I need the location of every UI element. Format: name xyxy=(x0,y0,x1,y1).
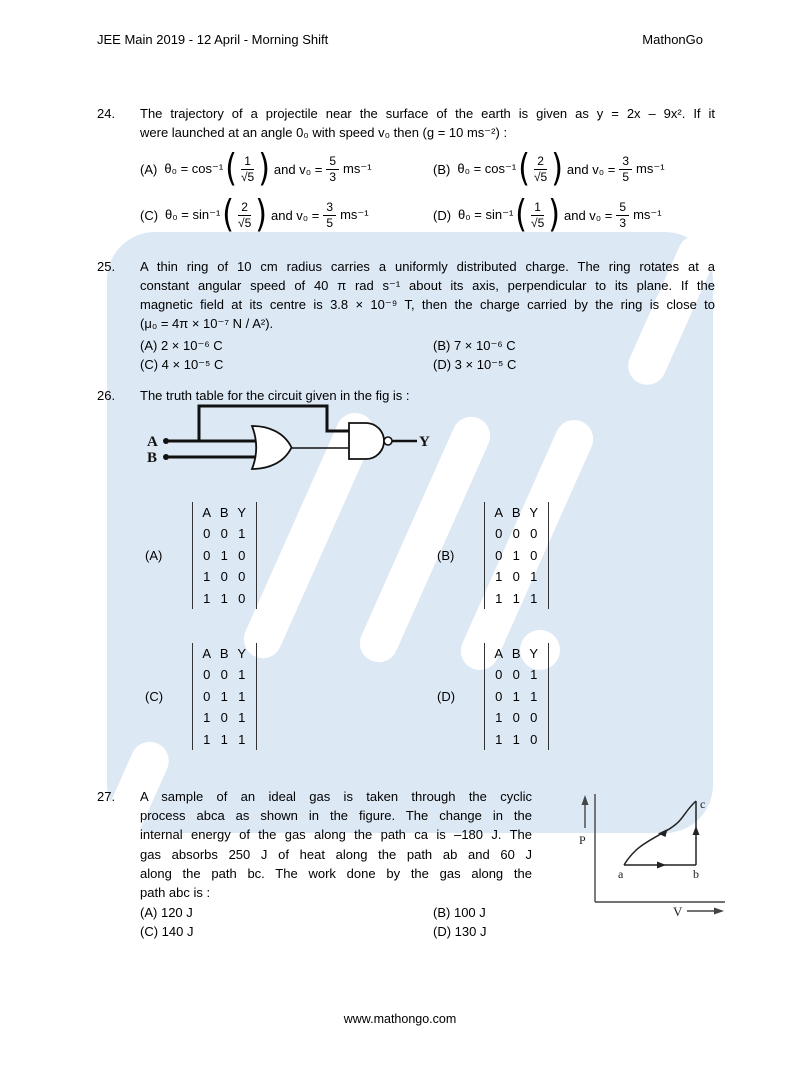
formula-unit: ms⁻¹ xyxy=(636,161,665,176)
tt-cell: 0 xyxy=(238,569,246,585)
option-label: (C) xyxy=(140,924,159,939)
table-row xyxy=(490,729,543,750)
tt-header-cell: A xyxy=(202,646,212,661)
fraction xyxy=(323,200,336,231)
circuit-input-b-label: B xyxy=(147,450,158,466)
tt-cell: 1 xyxy=(530,688,538,704)
brand-name: MathonGo xyxy=(642,32,703,47)
table-row xyxy=(198,643,251,664)
option-label: (C) xyxy=(140,207,159,223)
figure-xlabel: V xyxy=(673,904,683,919)
option-label: (D) xyxy=(437,689,456,705)
truth-table-option-c xyxy=(140,643,257,750)
q24-option-a xyxy=(140,146,372,192)
q27-option-c xyxy=(140,922,193,941)
option-label: (A) xyxy=(145,548,163,564)
footer-url: www.mathongo.com xyxy=(343,1012,457,1026)
table-row xyxy=(490,664,543,685)
table-row xyxy=(198,566,251,587)
option-label: (D) xyxy=(433,924,452,939)
numerator: 3 xyxy=(323,200,336,216)
table-row xyxy=(490,707,543,728)
option-label: (C) xyxy=(140,357,159,372)
truth-table xyxy=(484,643,549,750)
formula-mid: and v₀ = xyxy=(273,161,323,177)
option-label: (A) xyxy=(140,161,158,177)
tt-cell: 1 xyxy=(512,590,520,606)
question-24 xyxy=(97,104,713,244)
q25-option-b xyxy=(433,336,516,355)
fraction xyxy=(532,154,549,185)
tt-cell: 1 xyxy=(495,731,503,747)
question-text-line: constant angular speed of 40 π rad s⁻¹ about its axis, perpendicular to its plane. If the xyxy=(140,278,715,293)
denominator: 5 xyxy=(622,169,630,184)
table-row xyxy=(198,707,251,728)
option-text: 130 J xyxy=(454,924,487,939)
formula-prefix: θ₀ = sin⁻¹ xyxy=(165,207,221,222)
table-row xyxy=(198,545,251,566)
option-text: 120 J xyxy=(160,905,193,920)
formula-unit: ms⁻¹ xyxy=(343,161,372,176)
option-label: (A) xyxy=(140,905,158,920)
tt-cell: 0 xyxy=(220,526,228,542)
tt-header-cell: A xyxy=(202,505,212,520)
nand-bubble xyxy=(384,437,392,445)
exam-title: JEE Main 2019 - 12 April - Morning Shift xyxy=(97,32,329,47)
question-text-line: internal energy of the gas along the path ca is –180 J. The xyxy=(140,827,532,843)
truth-table xyxy=(192,502,257,609)
denominator: √5 xyxy=(240,169,255,184)
q27-option-a xyxy=(140,903,193,922)
tt-cell: 1 xyxy=(238,667,246,683)
question-text-line: magnetic field at its centre is 3.8 × 10⁻⁹ T, then the charge carried by the ring is close to xyxy=(140,297,715,312)
table-row xyxy=(490,523,543,544)
tt-cell: 0 xyxy=(495,667,503,683)
pv-diagram-figure xyxy=(572,786,740,930)
input-a-dot xyxy=(163,438,169,444)
q27-option-d xyxy=(433,922,486,941)
table-row xyxy=(490,588,543,609)
tt-header-cell: A xyxy=(494,646,504,661)
q25-option-d xyxy=(433,355,516,374)
circuit-output-y-label: Y xyxy=(419,434,430,450)
close-paren: ) xyxy=(551,146,563,191)
option-label: (C) xyxy=(145,689,164,705)
question-text-line: gas absorbs 250 J of heat along the path ab and 60 J xyxy=(140,846,532,862)
tt-cell: 1 xyxy=(238,688,246,704)
tt-cell: 1 xyxy=(238,731,246,747)
page-header xyxy=(97,32,703,47)
tt-cell: 1 xyxy=(220,547,228,563)
formula-prefix: θ₀ = sin⁻¹ xyxy=(458,207,514,222)
open-paren: ( xyxy=(518,146,530,191)
formula-mid: and v₀ = xyxy=(271,207,320,223)
tt-cell: 1 xyxy=(238,710,246,726)
tt-cell: 1 xyxy=(220,688,228,704)
numerator: 2 xyxy=(238,200,251,216)
fraction xyxy=(619,154,632,185)
tt-cell: 0 xyxy=(220,667,228,683)
formula-prefix: θ₀ = cos⁻¹ xyxy=(164,161,224,176)
bc-arrowhead xyxy=(693,826,700,835)
option-label: (B) xyxy=(437,548,455,564)
question-text-line: path abc is : xyxy=(140,885,211,901)
formula-mid: and v₀ = xyxy=(564,207,613,223)
tt-cell: 0 xyxy=(495,526,503,542)
question-text-line: A thin ring of 10 cm radius carries a uniformly distributed charge. The ring rotates at a xyxy=(140,259,715,274)
numerator: 1 xyxy=(241,154,254,170)
tt-cell: 0 xyxy=(530,547,538,563)
tt-header-cell: B xyxy=(219,646,229,661)
open-paren: ( xyxy=(515,192,528,237)
tt-cell: 0 xyxy=(203,526,211,542)
logic-circuit-figure xyxy=(140,398,430,490)
table-row xyxy=(490,686,543,707)
question-number: 26. xyxy=(97,388,116,403)
p-arrowhead xyxy=(582,795,589,805)
table-row xyxy=(490,566,543,587)
ab-arrowhead xyxy=(657,862,666,869)
numerator: 5 xyxy=(326,154,339,170)
tt-cell: 0 xyxy=(495,547,503,563)
formula-unit: ms⁻¹ xyxy=(633,207,662,222)
formula-prefix: θ₀ = cos⁻¹ xyxy=(457,161,517,176)
tt-header-cell: A xyxy=(494,505,504,520)
tt-header-cell: Y xyxy=(529,646,539,661)
tt-cell: 0 xyxy=(512,569,520,585)
fraction xyxy=(616,200,629,231)
table-row xyxy=(198,502,251,523)
numerator: 2 xyxy=(534,154,547,170)
question-number: 25. xyxy=(97,259,116,274)
tt-cell: 1 xyxy=(530,667,538,683)
figure-point-a: a xyxy=(618,867,624,881)
option-label: (B) xyxy=(433,161,451,177)
option-text: 3 × 10⁻⁵ C xyxy=(454,357,517,372)
question-text-line: The trajectory of a projectile near the surface of the earth is given as y = 2x – 9x². If it xyxy=(140,106,715,121)
formula-unit: ms⁻¹ xyxy=(340,207,369,222)
figure-point-b: b xyxy=(693,867,699,881)
tt-cell: 1 xyxy=(512,547,520,563)
tt-cell: 1 xyxy=(203,569,211,585)
close-paren: ) xyxy=(548,192,560,237)
tt-cell: 0 xyxy=(203,688,211,704)
table-row xyxy=(198,588,251,609)
table-row xyxy=(198,729,251,750)
table-row xyxy=(490,545,543,566)
tt-cell: 0 xyxy=(238,590,246,606)
tt-cell: 0 xyxy=(238,547,246,563)
ca-arrowhead xyxy=(658,829,668,837)
q27-option-b xyxy=(433,903,486,922)
question-text-line: were launched at an angle 0₀ with speed v₀ then (g = 10 ms⁻²) : xyxy=(140,125,508,140)
tt-cell: 1 xyxy=(203,731,211,747)
tt-header-cell: Y xyxy=(237,505,247,520)
close-paren: ) xyxy=(255,192,267,237)
fraction xyxy=(236,200,253,231)
question-25 xyxy=(97,257,713,377)
tt-cell: 0 xyxy=(530,710,538,726)
tt-cell: 0 xyxy=(512,667,520,683)
input-b-dot xyxy=(163,454,169,460)
tt-cell: 0 xyxy=(220,710,228,726)
table-row xyxy=(490,643,543,664)
truth-table-option-d xyxy=(432,643,549,750)
table-row xyxy=(198,686,251,707)
tt-cell: 0 xyxy=(203,547,211,563)
tt-cell: 1 xyxy=(530,569,538,585)
numerator: 1 xyxy=(531,200,544,216)
question-text-line: A sample of an ideal gas is taken through the cyclic xyxy=(140,789,532,804)
table-row xyxy=(490,502,543,523)
question-text-line: The truth table for the circuit given in the fig is : xyxy=(140,388,410,403)
denominator: √5 xyxy=(531,215,545,230)
denominator: √5 xyxy=(238,215,252,230)
open-paren: ( xyxy=(222,192,235,237)
numerator: 3 xyxy=(619,154,632,170)
tt-cell: 1 xyxy=(530,590,538,606)
tt-cell: 0 xyxy=(495,688,503,704)
truth-table xyxy=(192,643,257,750)
tt-cell: 0 xyxy=(203,667,211,683)
option-text: 4 × 10⁻⁵ C xyxy=(161,357,224,372)
question-number: 24. xyxy=(97,106,116,121)
option-text: 7 × 10⁻⁶ C xyxy=(453,338,516,353)
tt-cell: 0 xyxy=(512,710,520,726)
tt-cell: 1 xyxy=(495,710,503,726)
question-text-line: (μ₀ = 4π × 10⁻⁷ N / A²). xyxy=(140,316,274,331)
open-paren: ( xyxy=(225,146,237,191)
table-row xyxy=(198,664,251,685)
denominator: 3 xyxy=(329,169,337,184)
question-text-line: process abca as shown in the figure. The change in the xyxy=(140,808,532,824)
figure-ylabel: P xyxy=(579,833,586,847)
option-label: (D) xyxy=(433,207,452,223)
question-number: 27. xyxy=(97,789,116,804)
option-label: (D) xyxy=(433,357,452,372)
figure-point-c: c xyxy=(700,797,706,811)
page-footer xyxy=(0,1012,800,1026)
question-text-line: along the path bc. The work done by the gas along the xyxy=(140,865,532,881)
or-gate xyxy=(252,426,292,469)
truth-table-option-a xyxy=(140,502,257,609)
tt-cell: 1 xyxy=(495,590,503,606)
tt-header-cell: B xyxy=(219,505,229,520)
numerator: 5 xyxy=(616,200,629,216)
close-paren: ) xyxy=(258,146,270,191)
tt-header-cell: B xyxy=(511,646,521,661)
denominator: 5 xyxy=(326,215,334,230)
table-row xyxy=(198,523,251,544)
tt-cell: 1 xyxy=(495,569,503,585)
tt-cell: 1 xyxy=(220,731,228,747)
circuit-input-a-label: A xyxy=(147,434,158,450)
option-text: 100 J xyxy=(453,905,486,920)
truth-table-option-b xyxy=(432,502,549,609)
q24-option-c xyxy=(140,192,369,238)
q25-option-a xyxy=(140,336,223,355)
nand-gate xyxy=(349,423,384,459)
denominator: 3 xyxy=(619,215,627,230)
fraction xyxy=(529,200,546,231)
tt-cell: 0 xyxy=(220,569,228,585)
fraction xyxy=(239,154,256,185)
q25-option-c xyxy=(140,355,223,374)
v-arrowhead xyxy=(714,908,724,915)
option-label: (A) xyxy=(140,338,158,353)
tt-header-cell: Y xyxy=(237,646,247,661)
fraction xyxy=(326,154,339,185)
tt-cell: 1 xyxy=(220,590,228,606)
tt-cell: 1 xyxy=(203,590,211,606)
tt-cell: 0 xyxy=(530,526,538,542)
q24-option-d xyxy=(433,192,662,238)
option-text: 140 J xyxy=(161,924,194,939)
tt-cell: 1 xyxy=(203,710,211,726)
option-label: (B) xyxy=(433,338,451,353)
q24-option-b xyxy=(433,146,665,192)
truth-table xyxy=(484,502,549,609)
tt-cell: 1 xyxy=(512,731,520,747)
tt-header-cell: Y xyxy=(529,505,539,520)
option-text: 2 × 10⁻⁶ C xyxy=(160,338,223,353)
formula-mid: and v₀ = xyxy=(566,161,616,177)
tt-cell: 0 xyxy=(512,526,520,542)
tt-cell: 1 xyxy=(238,526,246,542)
option-label: (B) xyxy=(433,905,451,920)
tt-cell: 1 xyxy=(512,688,520,704)
tt-cell: 0 xyxy=(530,731,538,747)
tt-header-cell: B xyxy=(511,505,521,520)
denominator: √5 xyxy=(533,169,548,184)
